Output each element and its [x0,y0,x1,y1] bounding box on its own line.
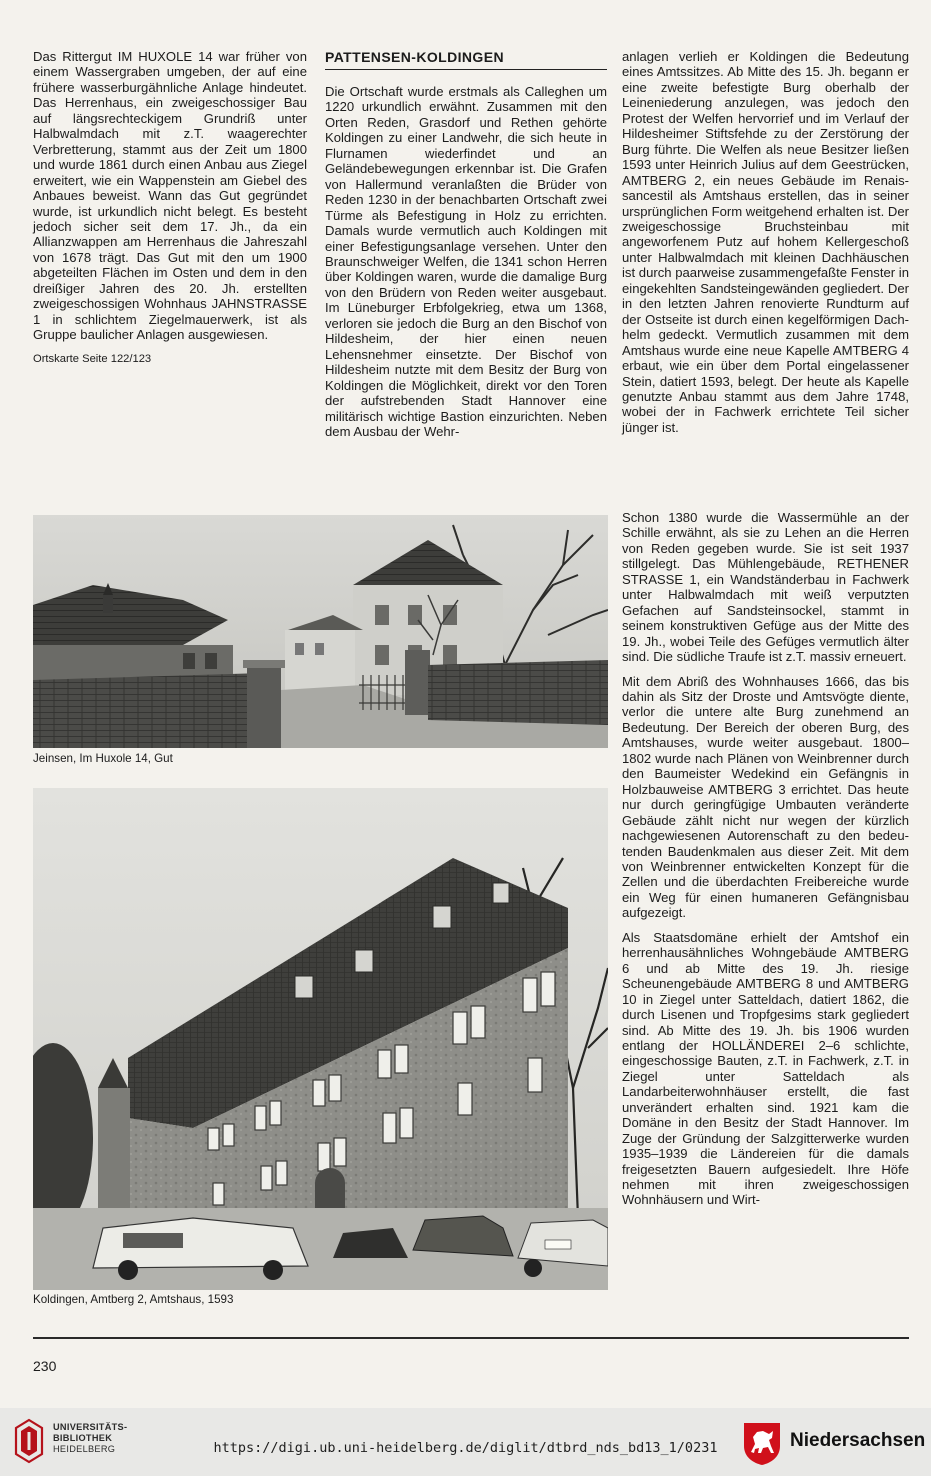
paragraph-gefaengnis: Mit dem Abriß des Wohnhauses 1666, das bis dahin als Sitz der Droste und Amtsvögte diente, verlor die untere alte Burg zunehmend an Bedeutung. Der Bereich der oberen Burg, des Amtshauses, wurde weiter ausgebaut. 1800–1802 wurde nach Plänen von Weinbrenner durch den Baumeister Wedekind ein Gefängnis in Holzbauweise AMTBERG 3 errichtet. Das heute nur durch geringfügige Umbauten veränderte Gebäude zählt nicht nur wegen der kürzlich nachgewiesenen Autorenschaft zu den bedeutenden Baudenkmalen aus dieser Zeit. Mit dem von Weinbrenner entwickelten Konzept für die Zellen und die überdachten Freibereiche wurde ein Weg für einen humaneren Gefängnisbau aufgezeigt. [622,673,909,921]
paragraph-rittergut: Das Rittergut IM HUXOLE 14 war früher von einem Wassergraben umgeben, der auf eine frühere wasserburgähnliche Anlage hindeutet. Das Herrenhaus, ein zweigeschossiger Bau auf längsrechteckigem Grundriß unter Halbwalmdach mit z.T. waagerechter Verbretterung, stammt aus der Zeit um 1800 und wurde 1861 durch einen Anbau aus Ziegel erweitert, wie ein Wappenstein am Giebel des Anbaues beweist. Wann das Gut gegründet wurde, ist urkundlich nicht belegt. Es besteht jedoch sicher seit dem 17. Jh., da ein Allianzwappen am Herrenhaus die Jahreszahl von 1678 trägt. Das Gut mit den um 1900 abgeteilten Flächen im Osten und dem in den dreißiger Jahren des 20. Jh. erstellten zweigeschossigen Wohnhaus JAHNSTRASSE 1 in schlichtem Ziegelmauerwerk, ist als Gruppe baulicher Anlagen ausgewiesen. [33,49,307,343]
paragraph-staatsdomaene: Als Staatsdomäne erhielt der Amtshof ein herrenhausähnliches Wohngebäude AMTBERG 6 und ab Mitte des 19. Jh. riesige Scheunengebäude AMTBERG 8 und AMTBERG 10 in Ziegel unter Satteldach, datiert 1862, die durch Lisenen und Tropfgesims stark gegliedert sind. Ab Mitte des 19. Jh. bis 1906 wurden entlang der HOLLÄNDEREI 2–6 schlichte, eingeschossige Bauten, z.T. in Fachwerk, z.T. in Ziegel unter Satteldach als Landarbeiterwohnhäuser erstellt, die fast unverändert erhalten sind. 1921 kam die Domäne in den Besitz der Stadt Hannover. Im Zuge der Gründung der Salzgitterwerke wurden 1935–1939 die Ländereien für die damals freigesetzten Bauern aufgesiedelt. Ihre Höfe nehmen mit ihren zweigeschossigen Wohnhäusern und Wirt- [622,929,909,1208]
permalink-url[interactable]: https://digi.ub.uni-heidelberg.de/diglit/dtbrd_nds_bd13_1/0231 [213,1440,718,1456]
caption-photo-jeinsen: Jeinsen, Im Huxole 14, Gut [33,752,173,765]
text-column-left [33,49,307,367]
photo-jeinsen-gut [33,515,608,748]
footer-rule [33,1337,909,1339]
text-column-middle [325,84,607,448]
caption-photo-koldingen: Koldingen, Amtberg 2, Amtshaus, 1593 [33,1293,234,1306]
text-column-right-top [622,49,909,444]
paragraph-wassermuehle: Schon 1380 wurde die Wassermühle an der Schille erwähnt, als sie zu Lehen an die Herren von Reden gegeben wurde. Sie ist seit 1937 stillgelegt. Das Mühlengebäude, RETHENER STRASSE 1, ein Wandständerbau in Fachwerk unter Halbwalmdach mit weiß verputzten Gefachen auf Sandsteinsockel, stammt in seinem konstruktiven Gefüge aus der Mitte des 19. Jh., wobei Teile des Gefüges vermutlich älter sind. Die südliche Traufe ist z.T. massiv erneuert. [622,510,909,665]
lower-saxony-horse-icon [743,1422,781,1466]
state-name: Niedersachsen [790,1430,926,1451]
page-number: 230 [33,1358,57,1374]
photo-koldingen-amtshaus [33,788,608,1290]
section-heading: PATTENSEN-KOLDINGEN [325,49,607,70]
library-name: UNIVERSITÄTS- BIBLIOTHEK HEIDELBERG [53,1422,128,1454]
paragraph-ortschaft: Die Ortschaft wurde erstmals als Calleghen um 1220 urkundlich erwähnt. Zusammen mit den Orten Reden, Grasdorf und Rethen gehörte Koldingen zu einer Landwehr, die sich heute in Flurnamen wiederfindet und an Geländebewegungen erkennbar ist. Die Grafen von Hallermund veranlaßten die Brüder von Reden 1230 in der benachbarten Ortschaft zwei Türme als Befestigung in Holz zu errichten. Damals wurde vermutlich auch Koldingen mit einer Befestigungsanlage versehen. Unter den Braunschweiger Welfen, die 1341 schon Herren über Koldingen waren, wurde die damalige Burg von den Brüdern von Reden weiter ausgebaut. Im Lüneburger Erbfolgekrieg, etwa um 1368, verloren sie jedoch die Burg an den Bischof von Hildesheim, der hier einen neuen Lehensnehmer einsetzte. Der Bischof von Hildesheim nutzte mit dem Besitz der Burg von Koldingen die Möglichkeit, direkt vor den Toren der aufstrebenden Stadt Hannover eine militärisch wichtige Bastion einzurichten. Neben dem Ausbau der Wehr- [325,84,607,439]
text-column-right-bottom [622,510,909,1217]
paragraph-amtssitz: anlagen verlieh er Koldingen die Bedeutung eines Amtssitzes. Ab Mitte des 15. Jh. begann er eine zweite befestigte Burg oberhalb der Leineniederung anzulegen, was jedoch den Protest der Welfen hervorrief und im Verlauf der Hildesheimer Stiftsfehde zu der Zerstörung der Burg führte. Die Welfen als neue Besitzer ließen 1593 unter Heinrich Julius auf dem Geestrücken, AMTBERG 2, ein neues Gebäude im Renaissancestil als Amtshaus erstellen, das in seiner ursprünglichen Form weitgehend erhalten ist. Der zweigeschossige Bruchsteinbau mit angeworfenem Putz auf hohem Kellergeschoß unter Halbwalmdach mit kleinen Dachhäuschen ist durch paarweise zusammengefaßte Fenster in eingekehlten Sandsteingewänden gegliedert. Der in den letzten Jahren renovierte Rundturm auf der Ostseite ist durch einen kegelförmigen Dachhelm gedeckt. Vermutlich zusammen mit dem Amtshaus wurde eine neue Kapelle AMTBERG 4 erbaut, wie ein über dem Portal eingelassener Stein, datiert 1593, belegt. Der heute als Kapelle genutzte Anbau stammt aus dem Jahre 1748, wobei der in Fachwerk errichtete Teil sicher jünger ist. [622,49,909,435]
map-reference: Ortskarte Seite 122/123 [33,352,152,365]
